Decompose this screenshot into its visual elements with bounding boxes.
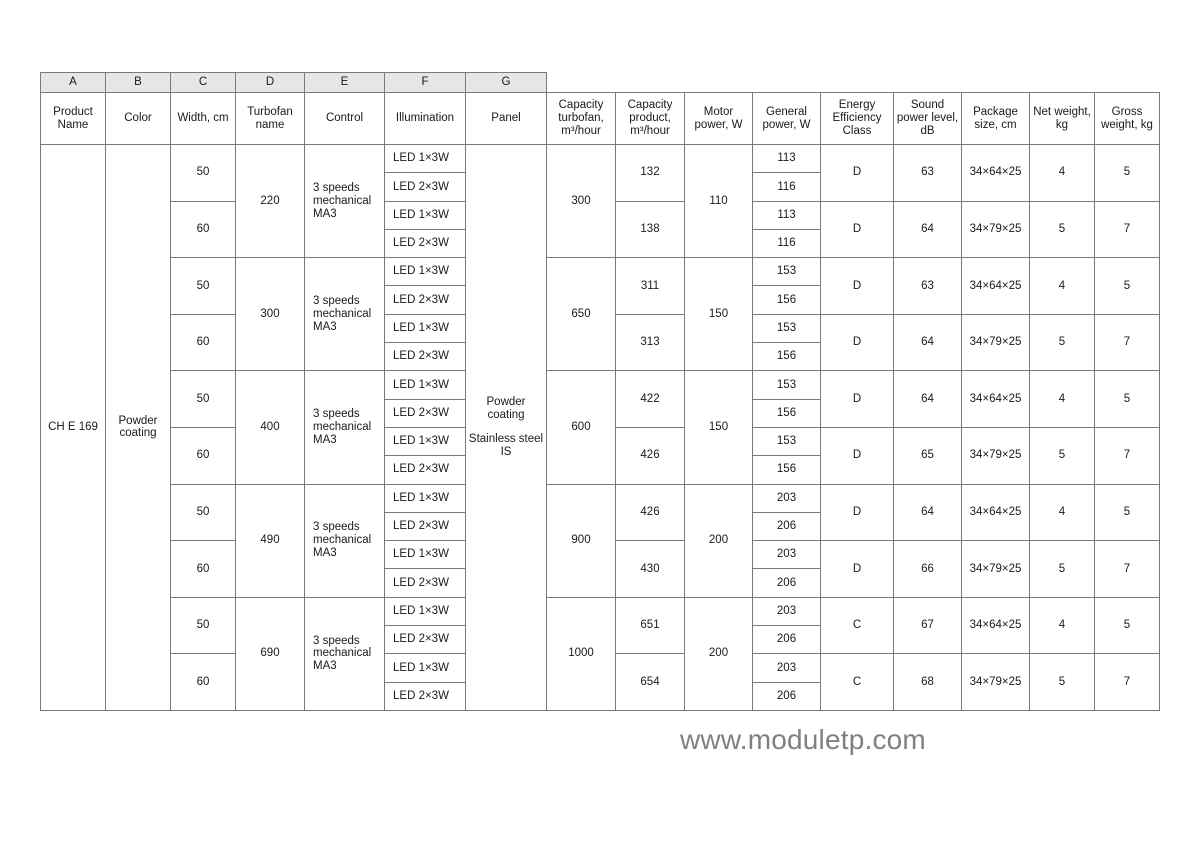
sound-power-cell: 64 bbox=[894, 314, 962, 371]
illumination-cell: LED 2×3W bbox=[385, 286, 466, 314]
gross-weight-cell: 7 bbox=[1095, 314, 1160, 371]
sound-power-cell: 68 bbox=[894, 654, 962, 711]
width-cell: 60 bbox=[171, 427, 236, 484]
package-size-cell: 34×79×25 bbox=[962, 654, 1030, 711]
illumination-cell: LED 2×3W bbox=[385, 173, 466, 201]
illumination-cell: LED 1×3W bbox=[385, 145, 466, 173]
general-power-cell: 153 bbox=[753, 371, 821, 399]
column-letter: C bbox=[171, 73, 236, 93]
column-letter: D bbox=[236, 73, 305, 93]
illumination-cell: LED 1×3W bbox=[385, 314, 466, 342]
energy-class-cell: D bbox=[821, 427, 894, 484]
motor-power-cell: 200 bbox=[685, 484, 753, 597]
capacity-turbofan-cell: 600 bbox=[547, 371, 616, 484]
gross-weight-cell: 5 bbox=[1095, 484, 1160, 541]
capacity-product-cell: 651 bbox=[616, 597, 685, 654]
energy-class-cell: C bbox=[821, 597, 894, 654]
illumination-cell: LED 1×3W bbox=[385, 541, 466, 569]
package-size-cell: 34×64×25 bbox=[962, 145, 1030, 202]
net-weight-cell: 4 bbox=[1030, 258, 1095, 315]
width-cell: 50 bbox=[171, 145, 236, 202]
capacity-product-cell: 422 bbox=[616, 371, 685, 428]
general-power-cell: 206 bbox=[753, 682, 821, 710]
sound-power-cell: 66 bbox=[894, 541, 962, 598]
illumination-cell: LED 1×3W bbox=[385, 258, 466, 286]
illumination-cell: LED 1×3W bbox=[385, 201, 466, 229]
column-letter-row bbox=[41, 73, 1160, 93]
capacity-turbofan-cell: 1000 bbox=[547, 597, 616, 710]
turbofan-name-cell: 300 bbox=[236, 258, 305, 371]
header-package-size: Package size, cm bbox=[962, 93, 1030, 145]
general-power-cell: 153 bbox=[753, 427, 821, 455]
net-weight-cell: 5 bbox=[1030, 201, 1095, 258]
energy-class-cell: D bbox=[821, 541, 894, 598]
gross-weight-cell: 5 bbox=[1095, 258, 1160, 315]
width-cell: 50 bbox=[171, 484, 236, 541]
illumination-cell: LED 2×3W bbox=[385, 229, 466, 257]
energy-class-cell: C bbox=[821, 654, 894, 711]
capacity-turbofan-cell: 300 bbox=[547, 145, 616, 258]
motor-power-cell: 150 bbox=[685, 258, 753, 371]
net-weight-cell: 5 bbox=[1030, 541, 1095, 598]
general-power-cell: 206 bbox=[753, 569, 821, 597]
table-row bbox=[41, 258, 1160, 286]
general-power-cell: 153 bbox=[753, 258, 821, 286]
motor-power-cell: 110 bbox=[685, 145, 753, 258]
panel-option-powder: Powder coating bbox=[486, 395, 526, 421]
general-power-cell: 113 bbox=[753, 145, 821, 173]
capacity-product-cell: 430 bbox=[616, 541, 685, 598]
gross-weight-cell: 7 bbox=[1095, 541, 1160, 598]
capacity-product-cell: 426 bbox=[616, 484, 685, 541]
turbofan-name-cell: 220 bbox=[236, 145, 305, 258]
header-capacity-product: Capacity product, m³/hour bbox=[616, 93, 685, 145]
energy-class-cell: D bbox=[821, 145, 894, 202]
illumination-cell: LED 2×3W bbox=[385, 399, 466, 427]
package-size-cell: 34×64×25 bbox=[962, 258, 1030, 315]
color-cell: Powder coating bbox=[106, 145, 171, 711]
illumination-cell: LED 1×3W bbox=[385, 427, 466, 455]
illumination-cell: LED 1×3W bbox=[385, 484, 466, 512]
header-product-name: Product Name bbox=[41, 93, 106, 145]
illumination-cell: LED 2×3W bbox=[385, 682, 466, 710]
turbofan-name-cell: 490 bbox=[236, 484, 305, 597]
width-cell: 50 bbox=[171, 597, 236, 654]
width-cell: 60 bbox=[171, 654, 236, 711]
header-capacity-turbofan: Capacity turbofan, m³/hour bbox=[547, 93, 616, 145]
package-size-cell: 34×79×25 bbox=[962, 541, 1030, 598]
general-power-cell: 156 bbox=[753, 456, 821, 484]
width-cell: 60 bbox=[171, 541, 236, 598]
column-letter: F bbox=[385, 73, 466, 93]
column-letter: E bbox=[305, 73, 385, 93]
illumination-cell: LED 1×3W bbox=[385, 597, 466, 625]
header-general-power: General power, W bbox=[753, 93, 821, 145]
control-cell: 3 speeds mechanical MA3 bbox=[305, 484, 385, 597]
capacity-product-cell: 138 bbox=[616, 201, 685, 258]
width-cell: 60 bbox=[171, 201, 236, 258]
illumination-cell: LED 2×3W bbox=[385, 456, 466, 484]
energy-class-cell: D bbox=[821, 201, 894, 258]
general-power-cell: 206 bbox=[753, 512, 821, 540]
turbofan-name-cell: 400 bbox=[236, 371, 305, 484]
general-power-cell: 203 bbox=[753, 541, 821, 569]
capacity-product-cell: 311 bbox=[616, 258, 685, 315]
gross-weight-cell: 5 bbox=[1095, 371, 1160, 428]
table-body bbox=[41, 73, 1160, 711]
gross-weight-cell: 7 bbox=[1095, 427, 1160, 484]
width-cell: 60 bbox=[171, 314, 236, 371]
capacity-turbofan-cell: 900 bbox=[547, 484, 616, 597]
illumination-cell: LED 2×3W bbox=[385, 626, 466, 654]
width-cell: 50 bbox=[171, 371, 236, 428]
package-size-cell: 34×64×25 bbox=[962, 484, 1030, 541]
column-letter: B bbox=[106, 73, 171, 93]
illumination-cell: LED 2×3W bbox=[385, 512, 466, 540]
control-cell: 3 speeds mechanical MA3 bbox=[305, 597, 385, 710]
general-power-cell: 153 bbox=[753, 314, 821, 342]
net-weight-cell: 5 bbox=[1030, 654, 1095, 711]
net-weight-cell: 4 bbox=[1030, 484, 1095, 541]
sound-power-cell: 64 bbox=[894, 201, 962, 258]
header-panel: Panel bbox=[466, 93, 547, 145]
table-row bbox=[41, 145, 1160, 173]
header-color: Color bbox=[106, 93, 171, 145]
sound-power-cell: 65 bbox=[894, 427, 962, 484]
energy-class-cell: D bbox=[821, 484, 894, 541]
product-name-cell: CH E 169 bbox=[41, 145, 106, 711]
net-weight-cell: 4 bbox=[1030, 597, 1095, 654]
illumination-cell: LED 1×3W bbox=[385, 371, 466, 399]
gross-weight-cell: 5 bbox=[1095, 597, 1160, 654]
website-url: www.moduletp.com bbox=[680, 724, 926, 755]
general-power-cell: 203 bbox=[753, 484, 821, 512]
package-size-cell: 34×64×25 bbox=[962, 371, 1030, 428]
sound-power-cell: 63 bbox=[894, 258, 962, 315]
control-cell: 3 speeds mechanical MA3 bbox=[305, 371, 385, 484]
motor-power-cell: 200 bbox=[685, 597, 753, 710]
sound-power-cell: 63 bbox=[894, 145, 962, 202]
net-weight-cell: 4 bbox=[1030, 145, 1095, 202]
illumination-cell: LED 1×3W bbox=[385, 654, 466, 682]
control-cell: 3 speeds mechanical MA3 bbox=[305, 258, 385, 371]
table-row bbox=[41, 371, 1160, 399]
column-letter: G bbox=[466, 73, 547, 93]
general-power-cell: 116 bbox=[753, 173, 821, 201]
header-sound-power: Sound power level, dB bbox=[894, 93, 962, 145]
letter-row-blank bbox=[547, 73, 1160, 93]
spec-table bbox=[40, 72, 1160, 711]
general-power-cell: 206 bbox=[753, 626, 821, 654]
gross-weight-cell: 7 bbox=[1095, 201, 1160, 258]
illumination-cell: LED 2×3W bbox=[385, 569, 466, 597]
package-size-cell: 34×79×25 bbox=[962, 201, 1030, 258]
header-control: Control bbox=[305, 93, 385, 145]
header-turbofan-name: Turbofan name bbox=[236, 93, 305, 145]
energy-class-cell: D bbox=[821, 314, 894, 371]
illumination-cell: LED 2×3W bbox=[385, 343, 466, 371]
general-power-cell: 116 bbox=[753, 229, 821, 257]
package-size-cell: 34×79×25 bbox=[962, 427, 1030, 484]
capacity-turbofan-cell: 650 bbox=[547, 258, 616, 371]
header-motor-power: Motor power, W bbox=[685, 93, 753, 145]
general-power-cell: 203 bbox=[753, 654, 821, 682]
sound-power-cell: 64 bbox=[894, 484, 962, 541]
capacity-product-cell: 654 bbox=[616, 654, 685, 711]
package-size-cell: 34×64×25 bbox=[962, 597, 1030, 654]
column-letter: A bbox=[41, 73, 106, 93]
sound-power-cell: 67 bbox=[894, 597, 962, 654]
net-weight-cell: 5 bbox=[1030, 427, 1095, 484]
table-row bbox=[41, 597, 1160, 625]
width-cell: 50 bbox=[171, 258, 236, 315]
energy-class-cell: D bbox=[821, 371, 894, 428]
header-energy-class: Energy Efficiency Class bbox=[821, 93, 894, 145]
general-power-cell: 156 bbox=[753, 343, 821, 371]
header-illumination: Illumination bbox=[385, 93, 466, 145]
gross-weight-cell: 5 bbox=[1095, 145, 1160, 202]
capacity-product-cell: 426 bbox=[616, 427, 685, 484]
general-power-cell: 113 bbox=[753, 201, 821, 229]
panel-cell bbox=[466, 145, 547, 711]
panel-gap bbox=[468, 421, 544, 433]
capacity-product-cell: 132 bbox=[616, 145, 685, 202]
control-cell: 3 speeds mechanical MA3 bbox=[305, 145, 385, 258]
header-net-weight: Net weight, kg bbox=[1030, 93, 1095, 145]
header-row bbox=[41, 93, 1160, 145]
net-weight-cell: 4 bbox=[1030, 371, 1095, 428]
sound-power-cell: 64 bbox=[894, 371, 962, 428]
gross-weight-cell: 7 bbox=[1095, 654, 1160, 711]
net-weight-cell: 5 bbox=[1030, 314, 1095, 371]
motor-power-cell: 150 bbox=[685, 371, 753, 484]
turbofan-name-cell: 690 bbox=[236, 597, 305, 710]
package-size-cell: 34×79×25 bbox=[962, 314, 1030, 371]
header-gross-weight: Gross weight, kg bbox=[1095, 93, 1160, 145]
general-power-cell: 156 bbox=[753, 399, 821, 427]
panel-option-steel: Stainless steel IS bbox=[468, 433, 544, 459]
general-power-cell: 203 bbox=[753, 597, 821, 625]
energy-class-cell: D bbox=[821, 258, 894, 315]
capacity-product-cell: 313 bbox=[616, 314, 685, 371]
table-row bbox=[41, 484, 1160, 512]
general-power-cell: 156 bbox=[753, 286, 821, 314]
header-width: Width, cm bbox=[171, 93, 236, 145]
